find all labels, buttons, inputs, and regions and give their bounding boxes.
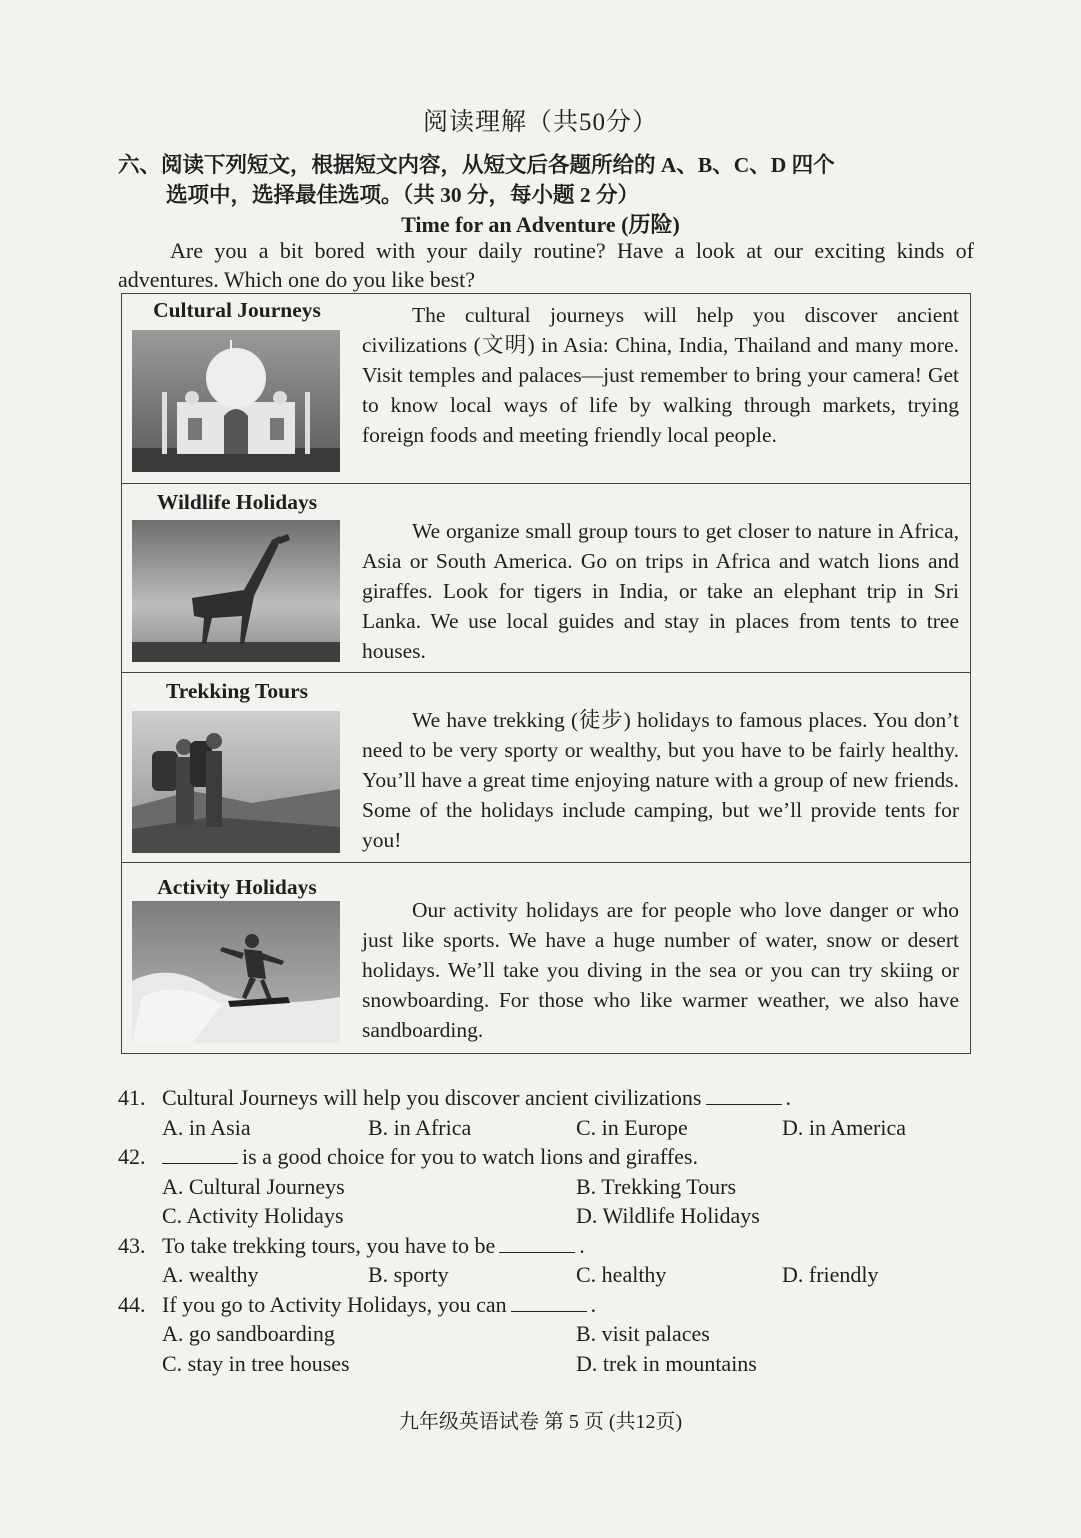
question-43 (118, 1231, 978, 1261)
option-a[interactable]: A. Cultural Journeys (162, 1173, 345, 1199)
row-text: We organize small group tours to get closer to nature in Africa, Asia or South America. Go on trips in Africa and watch lions and giraffes. Look for tigers in India, or take an elephant trip in Sri Lanka. We use local guides and stay in places from tents to tree houses. (362, 519, 959, 663)
options-row (118, 1349, 978, 1379)
instructions-line-1: 六、阅读下列短文，根据短文内容，从短文后各题所给的 A、B、C、D 四个 (118, 153, 835, 177)
option-c[interactable]: C. Activity Holidays (162, 1203, 344, 1228)
question-stem (162, 1290, 596, 1320)
row-title: Activity Holidays (157, 875, 317, 899)
giraffe-photo (132, 520, 340, 662)
instructions (118, 150, 978, 210)
option-b[interactable]: B. visit palaces (576, 1321, 710, 1346)
question-stem (162, 1142, 698, 1172)
answer-blank[interactable] (511, 1293, 587, 1312)
question-44 (118, 1290, 978, 1320)
adventure-table (121, 293, 971, 1054)
option-c[interactable]: C. stay in tree houses (162, 1350, 350, 1376)
table-row (122, 294, 970, 484)
option-b[interactable]: B. in Africa (368, 1114, 472, 1140)
stem-text: . (579, 1232, 585, 1258)
stem-text: To take trekking tours, you have to be (162, 1232, 496, 1258)
option-d[interactable]: D. in America (782, 1114, 907, 1140)
trekkers-photo (132, 711, 340, 853)
options-row (118, 1319, 978, 1349)
option-a[interactable]: A. go sandboarding (162, 1321, 335, 1346)
options-row (118, 1260, 978, 1290)
option-c[interactable]: C. healthy (576, 1262, 667, 1287)
option-d[interactable]: D. trek in mountains (576, 1350, 757, 1376)
table-row (122, 673, 970, 863)
question-number: 41. (118, 1085, 146, 1110)
row-text: The cultural journeys will help you discover ancient civilizations (文明) in Asia: China, India, Thailand and many more. Visit temples and palaces—just remember to bring your camera! Get to know local ways of life by walking through markets, trying foreign foods and meeting friendly local people. (362, 303, 959, 447)
question-stem (162, 1231, 585, 1261)
question-number: 43. (118, 1232, 146, 1258)
question-41 (118, 1083, 978, 1113)
row-text: Our activity holidays are for people who love danger or who just like sports. We have a huge number of water, snow or desert holidays. We’ll take you diving in the sea or you can try skiing or snowboarding. For those who like warmer weather, we also have sandboarding. (362, 898, 959, 1042)
stem-text: If you go to Activity Holidays, you can (162, 1291, 507, 1317)
options-row (118, 1172, 978, 1202)
stem-text: . (785, 1085, 791, 1110)
passage-title: Time for an Adventure (历险) (401, 212, 680, 237)
stem-text: Cultural Journeys will help you discover ancient civilizations (162, 1085, 702, 1110)
option-b[interactable]: B. Trekking Tours (576, 1173, 737, 1199)
option-d[interactable]: D. friendly (782, 1262, 879, 1287)
question-number: 44. (118, 1291, 146, 1317)
taj-mahal-photo (132, 330, 340, 472)
answer-blank[interactable] (162, 1145, 238, 1164)
answer-blank[interactable] (706, 1086, 782, 1105)
option-b[interactable]: B. sporty (368, 1262, 449, 1287)
snowboarder-photo (132, 901, 340, 1043)
page-footer: 九年级英语试卷 第 5 页 (共12页) (398, 1411, 683, 1433)
row-title: Wildlife Holidays (156, 490, 318, 514)
options-row (118, 1113, 978, 1143)
option-a[interactable]: A. in Asia (162, 1114, 251, 1140)
section-title: 阅读理解（共50分） (422, 109, 658, 136)
option-a[interactable]: A. wealthy (162, 1262, 259, 1287)
question-42 (118, 1142, 978, 1172)
options-row (118, 1201, 978, 1231)
question-number: 42. (118, 1144, 146, 1169)
table-row (122, 484, 970, 673)
answer-blank[interactable] (499, 1234, 575, 1253)
stem-text: . (590, 1291, 597, 1317)
questions (118, 1083, 978, 1378)
option-c[interactable]: C. in Europe (576, 1114, 688, 1140)
passage-intro: Are you a bit bored with your daily routine? Have a look at our exciting kinds of adventures. Which one do you like best? (118, 238, 974, 292)
table-row (122, 863, 970, 1053)
stem-text: is a good choice for you to watch lions and giraffes. (242, 1144, 698, 1169)
option-d[interactable]: D. Wildlife Holidays (576, 1203, 760, 1228)
row-title: Trekking Tours (165, 679, 308, 703)
row-title: Cultural Journeys (153, 298, 321, 322)
question-stem (162, 1083, 791, 1113)
instructions-line-2: 选项中，选择最佳选项。（共 30 分，每小题 2 分） (166, 183, 640, 207)
row-text: We have trekking (徒步) holidays to famous places. You don’t need to be very sporty or wealthy, but you have to be fairly healthy. You’ll have a great time enjoying nature with a group of new friends. Some of the holidays include camping, but we’ll provide tents for you! (362, 708, 959, 852)
